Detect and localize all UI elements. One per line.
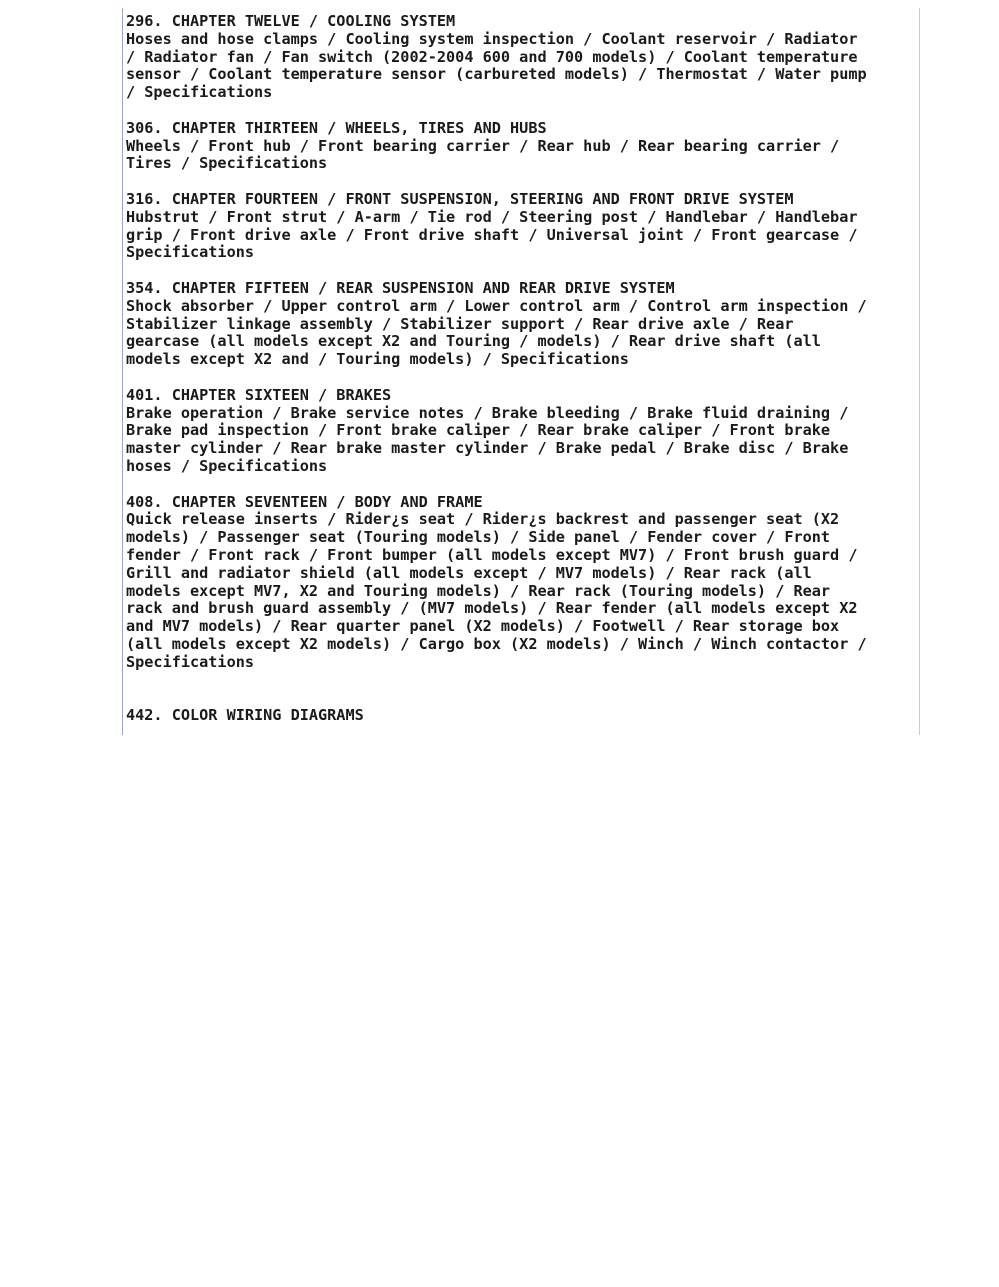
chapter-heading[interactable]: 306. CHAPTER THIRTEEN / WHEELS, TIRES AND HUBS	[126, 118, 547, 137]
table-of-contents	[126, 13, 916, 743]
toc-entry-chapter-fourteen	[126, 191, 916, 262]
chapter-heading[interactable]: 401. CHAPTER SIXTEEN / BRAKES	[126, 385, 392, 404]
chapter-topics: Quick release inserts / Rider¿s seat / Rider¿s backrest and passenger seat (X2 models) / Passenger seat (Touring models) / Side panel / Fender cover / Front fender / Front rack / Front bumper (all models except MV7) / Front brush guard / Grill and radiator shield (all models except / MV7 models) / Rear rack (all models except MV7, X2 and Touring models) / Rear rack (Touring models) / Rear rack and brush guard assembly / (MV7 models) / Rear fender (all models except X2 and MV7 models) / Rear quarter panel (X2 models) / Footwell / Rear storage box (all models except X2 models) / Cargo box (X2 models) / Winch / Winch contactor / Specifications	[126, 510, 867, 671]
chapter-heading[interactable]: 296. CHAPTER TWELVE / COOLING SYSTEM	[126, 12, 456, 30]
toc-entry-chapter-thirteen	[126, 120, 916, 173]
spacer	[126, 689, 916, 707]
toc-entry-chapter-fifteen	[126, 280, 916, 369]
toc-entry-chapter-twelve	[126, 13, 916, 102]
chapter-heading[interactable]: 316. CHAPTER FOURTEEN / FRONT SUSPENSION, STEERING AND FRONT DRIVE SYSTEM	[126, 189, 794, 208]
toc-entry-chapter-sixteen	[126, 387, 916, 476]
chapter-topics: Brake operation / Brake service notes / Brake bleeding / Brake fluid draining / Brake pad inspection / Front brake caliper / Rear brake caliper / Front brake master cylinder / Rear brake master cylinder / Brake pedal / Brake disc / Brake hoses / Specifications	[126, 403, 849, 475]
chapter-heading[interactable]: 354. CHAPTER FIFTEEN / REAR SUSPENSION AND REAR DRIVE SYSTEM	[126, 278, 675, 297]
toc-entry-wiring-diagrams	[126, 707, 916, 725]
chapter-topics: Shock absorber / Upper control arm / Lower control arm / Control arm inspection / Stabilizer linkage assembly / Stabilizer support / Rear drive axle / Rear gearcase (all models except X2 and Touring / models) / Rear drive shaft (all models except X2 and / Touring models) / Specifications	[126, 296, 867, 369]
chapter-heading[interactable]: 442. COLOR WIRING DIAGRAMS	[126, 706, 364, 725]
chapter-heading[interactable]: 408. CHAPTER SEVENTEEN / BODY AND FRAME	[126, 492, 483, 511]
chapter-topics: Wheels / Front hub / Front bearing carrier / Rear hub / Rear bearing carrier / Tires / Specifications	[126, 136, 840, 173]
chapter-topics: Hoses and hose clamps / Cooling system inspection / Coolant reservoir / Radiator / Radiator fan / Fan switch (2002-2004 600 and 700 models) / Coolant temperature sensor / Coolant temperature sensor (carbureted models) / Thermostat / Water pump / Specifications	[126, 29, 867, 102]
chapter-topics: Hubstrut / Front strut / A-arm / Tie rod / Steering post / Handlebar / Handlebar grip / Front drive axle / Front drive shaft / Universal joint / Front gearcase / Specifications	[126, 207, 858, 262]
toc-entry-chapter-seventeen	[126, 494, 916, 672]
